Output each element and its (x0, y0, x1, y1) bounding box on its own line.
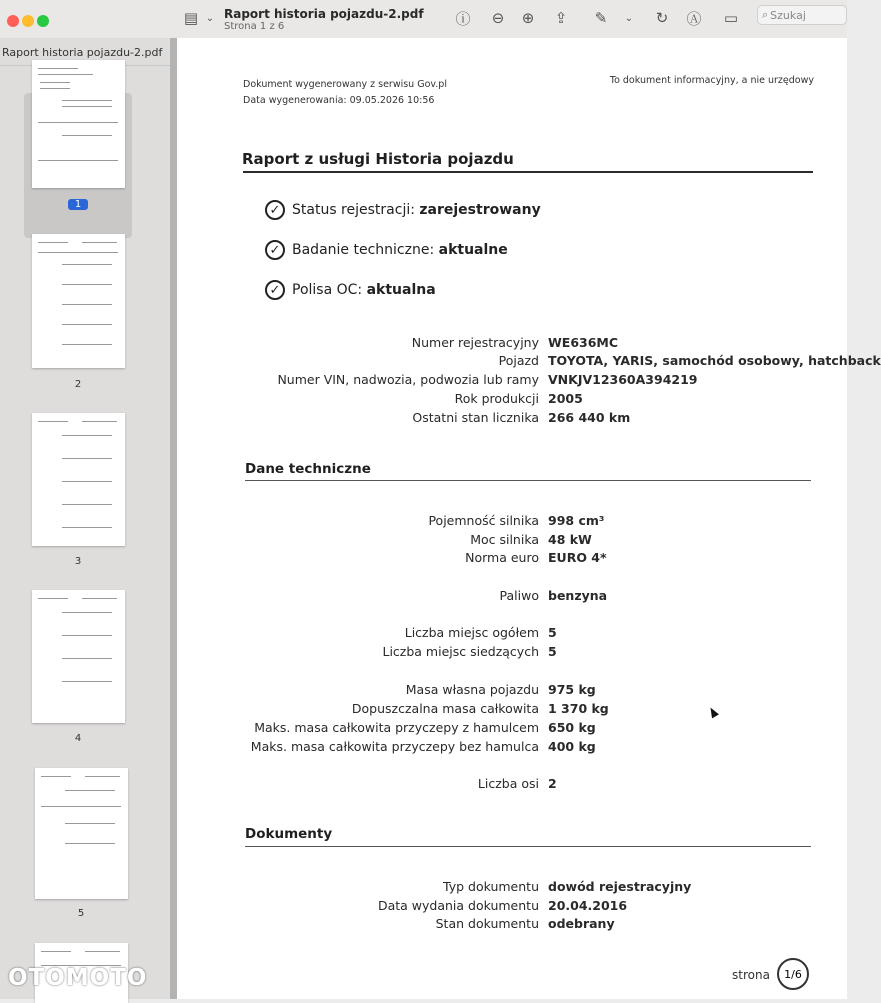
minimize-window-button[interactable] (22, 15, 34, 27)
thumbnail-page-1[interactable] (32, 60, 125, 188)
field-label: Liczba osi (477, 776, 539, 791)
field-label: Liczba miejsc siedzących (382, 644, 539, 659)
field-value: 650 kg (548, 720, 596, 735)
sidebar-splitter[interactable] (170, 38, 177, 999)
status-label: Polisa OC: (292, 282, 363, 298)
field-label: Norma euro (465, 550, 539, 565)
status-label: Badanie techniczne: (292, 242, 435, 258)
rotate-icon[interactable]: ↻ (655, 9, 669, 27)
field-label: Liczba miejsc ogółem (404, 625, 539, 640)
title-bar (0, 0, 847, 39)
field-value: 5 (548, 625, 557, 640)
share-icon[interactable]: ⇪ (554, 9, 568, 27)
field-label: Moc silnika (470, 532, 539, 547)
thumbnail-label-5: 5 (77, 908, 85, 919)
status-value: aktualna (366, 282, 436, 298)
thumbnail-page-2[interactable] (32, 234, 125, 368)
field-label: Numer rejestracyjny (411, 335, 539, 350)
field-label: Dopuszczalna masa całkowita (351, 701, 539, 716)
field-label: Numer VIN, nadwozia, podwozia lub ramy (277, 372, 539, 387)
thumbnail-sidebar (0, 38, 170, 999)
search-input[interactable] (757, 5, 847, 25)
status-insurance (265, 280, 436, 300)
thumbnail-page-5[interactable] (35, 768, 128, 899)
footer-page-label: strona (732, 968, 770, 982)
section-underline (245, 480, 811, 481)
field-value: dowód rejestracyjny (548, 879, 692, 894)
field-label: Maks. masa całkowita przyczepy z hamulcem (254, 720, 539, 735)
field-value: TOYOTA, YARIS, samochód osobowy, hatchback (548, 353, 881, 368)
document-title: Raport historia pojazdu-2.pdf (224, 7, 424, 21)
generated-date-text: Data wygenerowania: 09.05.2026 10:56 (243, 95, 435, 106)
field-label: Stan dokumentu (435, 916, 539, 931)
field-label: Ostatni stan licznika (412, 410, 539, 425)
field-value: benzyna (548, 588, 608, 603)
status-registration (265, 200, 541, 220)
page-indicator: Strona 1 z 6 (224, 21, 285, 32)
zoom-in-icon[interactable]: ⊕ (521, 9, 535, 27)
markup-chevron-icon[interactable]: ⌄ (624, 12, 634, 24)
check-circle-icon: ✓ (265, 280, 285, 300)
thumbnail-page-4[interactable] (32, 590, 125, 723)
title-underline (243, 171, 813, 173)
search-icon: ⌕ (762, 8, 769, 21)
markup-pen-icon[interactable]: ✎ (594, 9, 608, 27)
footer-page-number: 1/6 (777, 958, 809, 990)
field-value: EURO 4* (548, 550, 607, 565)
thumbnail-page-3[interactable] (32, 413, 125, 546)
field-label: Rok produkcji (454, 391, 539, 406)
field-label: Paliwo (499, 588, 539, 603)
field-value: 975 kg (548, 682, 596, 697)
field-value: 5 (548, 644, 557, 659)
field-label: Pojazd (498, 353, 539, 368)
annotate-icon[interactable]: Ⓐ (686, 9, 702, 28)
field-value: 20.04.2016 (548, 898, 628, 913)
field-value: 1 370 kg (548, 701, 609, 716)
form-fill-icon[interactable]: ▭ (723, 9, 739, 27)
field-value: 400 kg (548, 739, 596, 754)
status-inspection (265, 240, 508, 260)
section-title-documents: Dokumenty (245, 826, 333, 842)
zoom-out-icon[interactable]: ⊖ (491, 9, 505, 27)
status-value: aktualne (438, 242, 508, 258)
section-title-technical: Dane techniczne (245, 461, 371, 477)
check-circle-icon: ✓ (265, 200, 285, 220)
info-icon[interactable]: ⓘ (455, 9, 471, 28)
field-label: Pojemność silnika (428, 513, 539, 528)
sidebar-toggle-icon[interactable]: ▤ (183, 9, 199, 27)
thumbnail-label-2: 2 (74, 379, 82, 390)
field-value: 998 cm³ (548, 513, 605, 528)
field-value: 48 kW (548, 532, 592, 547)
field-value: WE636MC (548, 335, 619, 350)
field-label: Masa własna pojazdu (405, 682, 539, 697)
chevron-down-icon[interactable]: ⌄ (205, 12, 215, 24)
sidebar-title: Raport historia pojazdu-2.pdf (2, 46, 163, 59)
field-label: Maks. masa całkowita przyczepy bez hamulca (250, 739, 539, 754)
field-label: Data wydania dokumentu (377, 898, 539, 913)
search-placeholder: Szukaj (770, 8, 806, 22)
section-underline (245, 846, 811, 847)
status-label: Status rejestracji: (292, 202, 415, 218)
watermark-logo: OTOMOTO (8, 965, 148, 991)
close-window-button[interactable] (7, 15, 19, 27)
zoom-window-button[interactable] (37, 15, 49, 27)
thumbnail-label-3: 3 (74, 556, 82, 567)
check-circle-icon: ✓ (265, 240, 285, 260)
field-value: 266 440 km (548, 410, 631, 425)
thumbnail-label-4: 4 (74, 733, 82, 744)
status-value: zarejestrowany (419, 202, 541, 218)
info-note: To dokument informacyjny, a nie urzędowy (609, 75, 814, 86)
field-value: odebrany (548, 916, 615, 931)
field-value: 2005 (548, 391, 583, 406)
thumbnail-label-1: 1 (68, 199, 88, 210)
field-label: Typ dokumentu (443, 879, 539, 894)
generated-by-text: Dokument wygenerowany z serwisu Gov.pl (243, 79, 447, 90)
report-title: Raport z usługi Historia pojazdu (242, 150, 514, 168)
pdf-page (177, 38, 881, 999)
field-value: 2 (548, 776, 557, 791)
field-value: VNKJV12360A394219 (548, 372, 698, 387)
